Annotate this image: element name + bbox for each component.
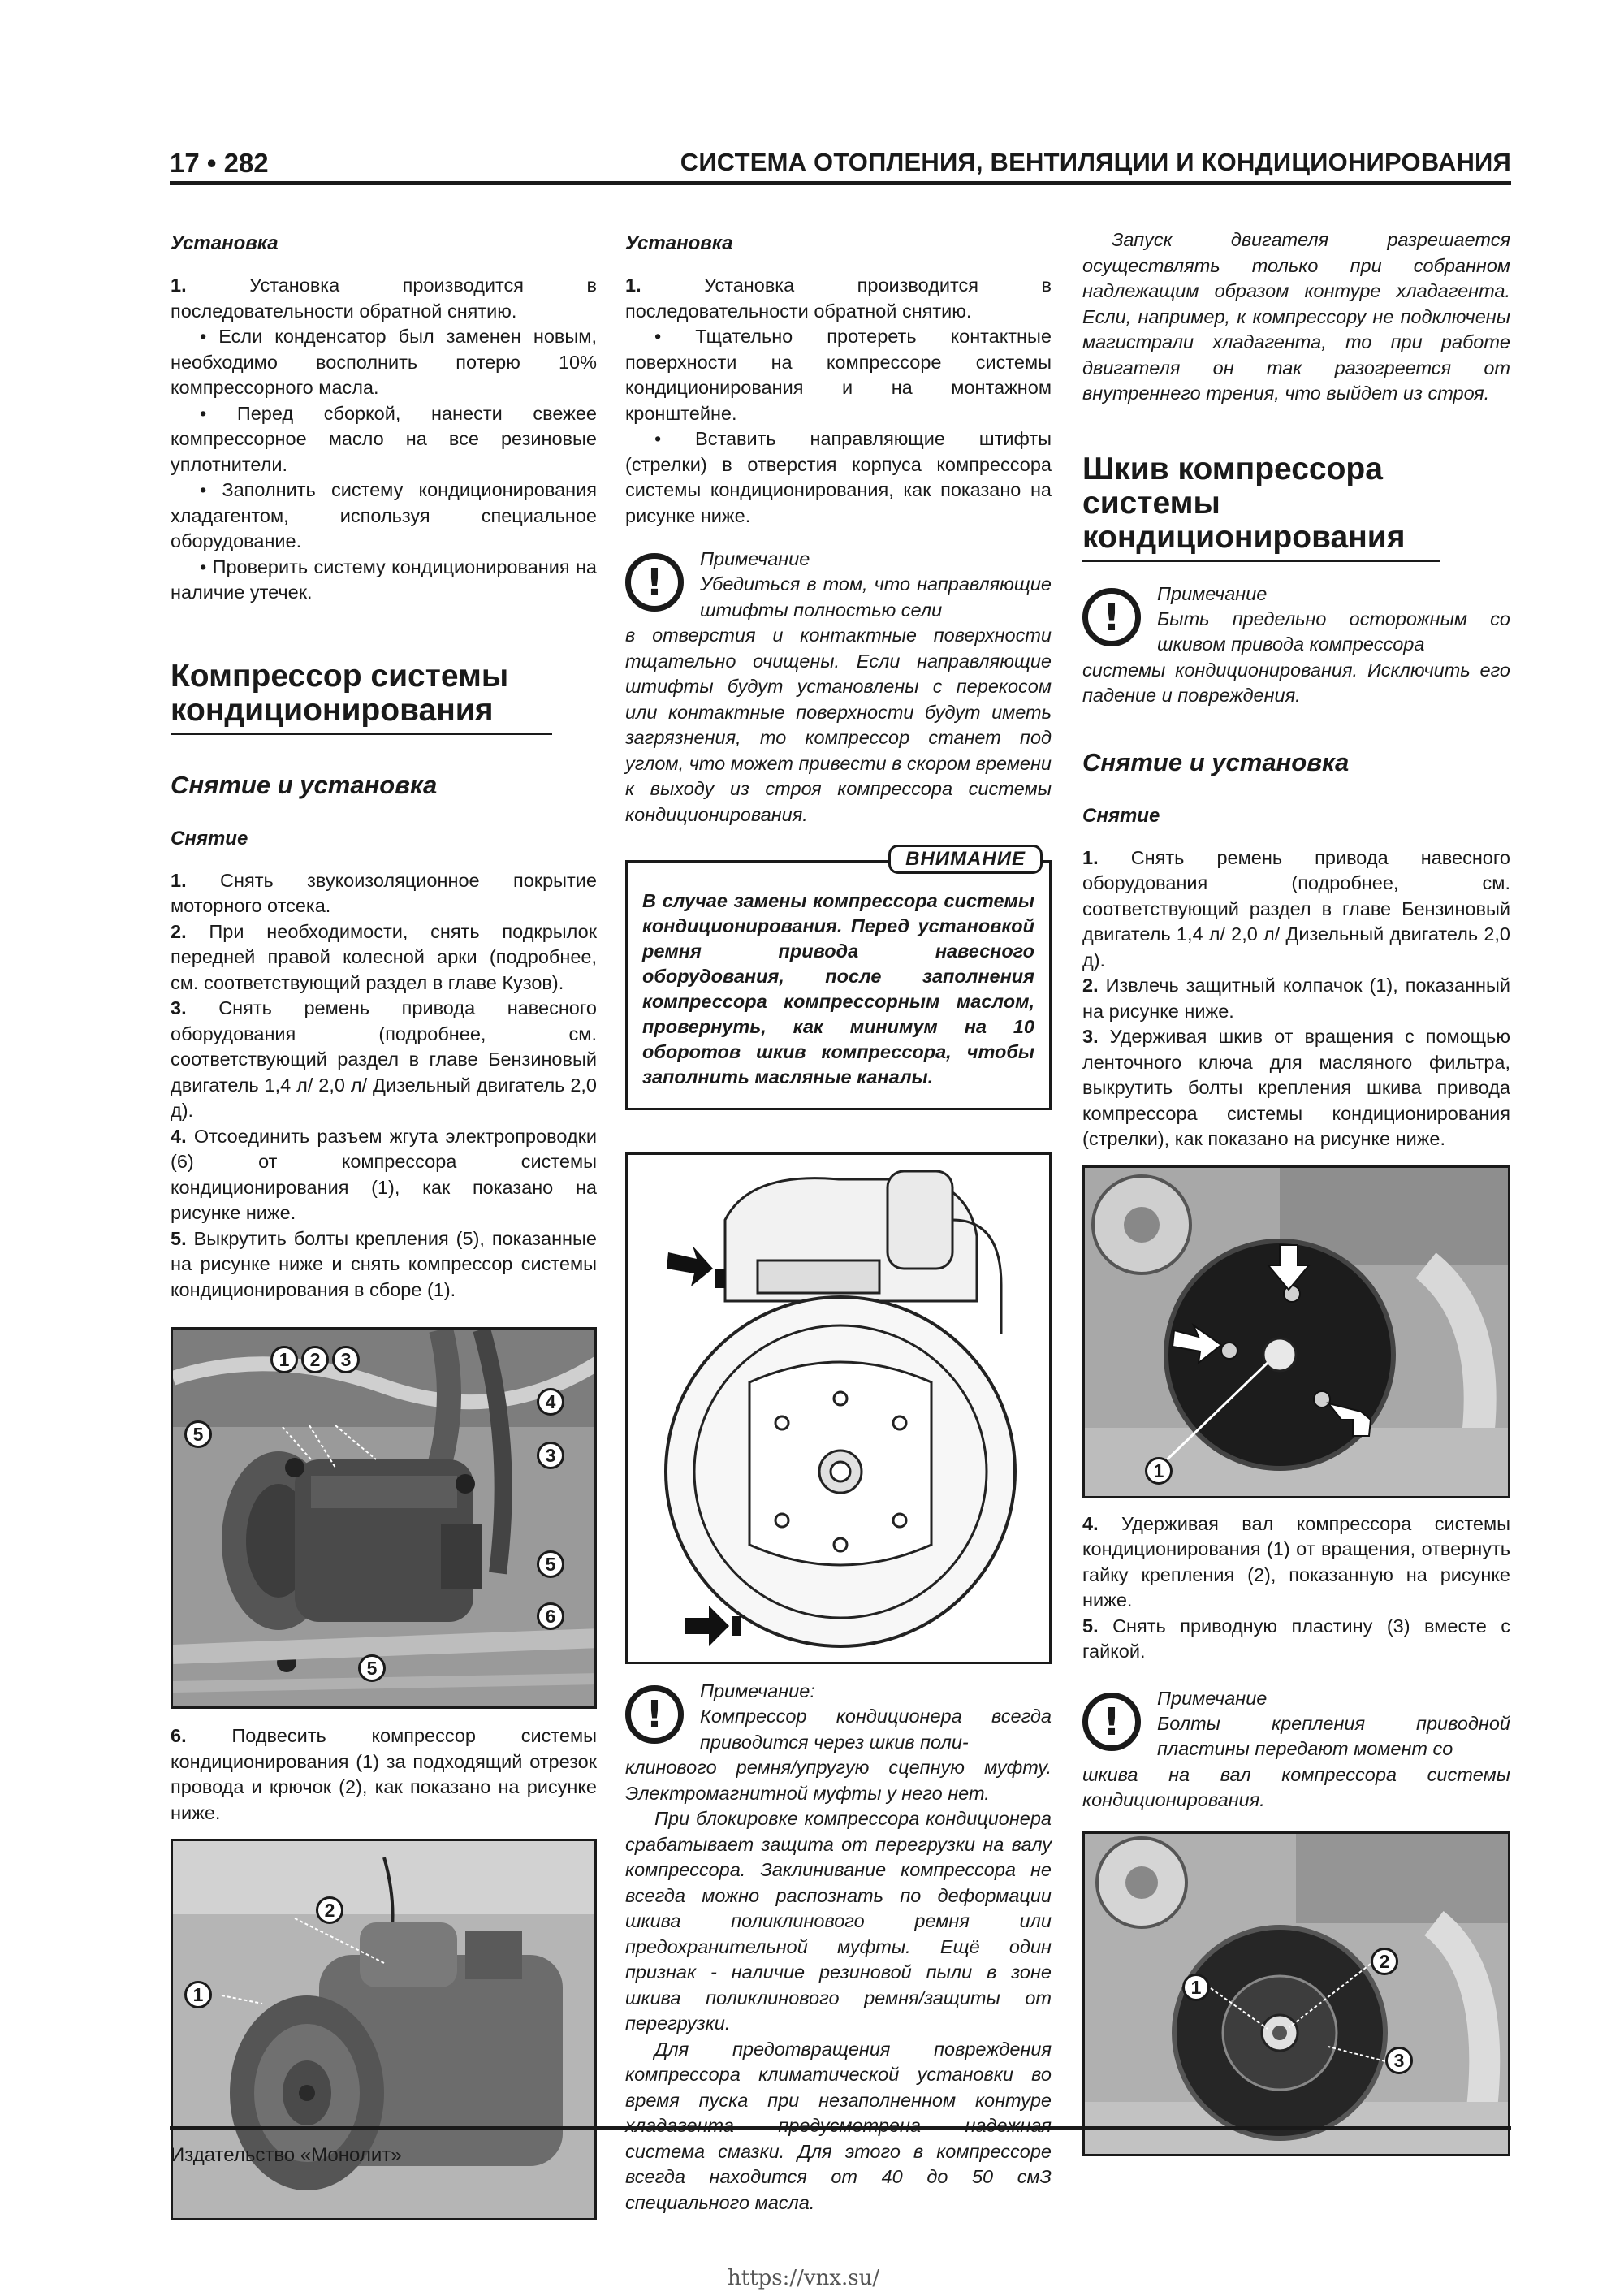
note-text-lubrication: Для предотвращения повреждения компрессора климатической установки во время пуска при незаполненном контуре хладагента предусмотрена надежная система смазки. Для этого в компрессоре всегда находится от 40 до 50 смЗ специального масла. [625,2038,1052,2213]
publisher: Издательство «Монолит» [171,2144,402,2166]
pulley-step-4: 4. Удерживая вал компрессора системы кондиционирования (1) от вращения, отвернуть гайку крепления (2), показанную на рисунке ниже. [1082,1512,1510,1611]
subheading-removal-install-2: Снятие и установка [1082,747,1350,776]
install-bullet-wipe: • Тщательно протереть контактные поверхности на компрессоре системы кондиционирования и на монтажном кронштейне. [625,326,1052,424]
install-bullet-1: • Если конденсатор был заменен новым, необходимо восполнить потерю 10% компрессорного масла. [171,326,597,398]
callout-1-cap: 1 [1145,1457,1173,1485]
figure-drive-plate [1082,1831,1510,2156]
column-1 [171,227,597,2220]
note-text-rest-3: системы кондиционирования. Исключить его падение и повреждения. [1082,659,1510,706]
warning-box [625,848,1052,1110]
note-text-first: Убедиться в том, что направляющие штифты полностью сели [700,573,1052,620]
note-title: Примечание [700,548,810,569]
install-step-1-compressor: 1. Установка производится в последовательности обратной снятию. [625,275,1052,322]
figure-pulley-bolts [1082,1165,1510,1498]
install-bullet-4: • Проверить систему кондиционирования на наличие утечек. [171,556,597,603]
callout-4: 4 [537,1388,564,1416]
callout-5b: 5 [537,1550,564,1578]
callout-5a: 5 [184,1420,212,1448]
note-text-first-4: Болты крепления приводной пластины передают момент со [1157,1712,1510,1759]
section-heading-compressor: Компрессор системы кондиционирования [171,659,552,735]
removal-step-4: 4. Отсоединить разъем жгута электропроводки (6) от компрессора системы кондиционирования (1), как показано на рисунке ниже. [171,1125,597,1223]
footer-rule [170,2126,1511,2130]
note-pulley-care [1082,582,1510,709]
note-text-first-2: Компрессор кондиционера всегда приводится через шкив поли- [700,1706,1052,1753]
note-text-rest-2: клинового ремня/упругую сцепную муфту. Электромагнитной муфты у него нет. [625,1757,1052,1804]
note-title-3: Примечание [1157,582,1268,604]
callout-2-hook: 2 [316,1896,343,1924]
note-drive-plate [1082,1686,1510,1814]
column-2 [625,227,1052,2233]
section-heading-pulley: Шкив компрессора системы кондиционирования [1082,452,1440,562]
note-title-2: Примечание: [700,1680,815,1701]
page-header [170,145,1511,185]
engine-start-note: Запуск двигателя разрешается осуществлять только при собранном надлежащим образом контуре хладагента. Если, например, к компрессору не подключены магистрали хладагента, то при работе двигателя он так разогреется от внутреннего трения, что выйдет из строя. [1082,229,1510,404]
warning-text: В случае замены компрессора системы кондиционирования. Перед установкой ремня привода навесного оборудования, после заполнения компрессора компрессорным маслом, провернуть, как минимум на 10 оборотов шкив компрессора, чтобы заполнить масляные каналы. [642,890,1034,1087]
callout-3: 3 [332,1346,360,1373]
figure-pulley-bolts-drawing [1085,1168,1510,1498]
callout-1: 1 [270,1346,298,1373]
figure-guide-pins [625,1152,1052,1664]
page-number: 17 • 282 [170,148,269,178]
install-heading-2: Установка [625,232,733,254]
callout-6: 6 [537,1602,564,1630]
callout-5c: 5 [358,1654,386,1682]
figure-compressor-mounting-drawing [173,1330,597,1709]
pulley-step-5: 5. Снять приводную пластину (3) вместе с гайкой. [1082,1615,1510,1662]
figure-drive-plate-drawing [1085,1834,1510,2156]
removal-step-6: 6. Подвесить компрессор системы кондиционирования (1) за подходящий отрезок провода и крючок (2), как показано на рисунке ниже. [171,1725,597,1823]
removal-step-5: 5. Выкрутить болты крепления (5), показанные на рисунке ниже и снять компрессор системы кондиционирования в сборе (1). [171,1227,597,1300]
removal-step-2: 2. При необходимости, снять подкрылок передней правой колесной арки (подробнее, см. соответствующий раздел в главе Кузов). [171,920,597,993]
removal-heading: Снятие [171,827,248,850]
pulley-step-1: 1. Снять ремень привода навесного оборудования (подробнее, см. соответствующий раздел в главе Бензиновый двигатель 1,4 л/ 2,0 л/ Дизельный двигатель 2,0 д). [1082,846,1510,971]
subheading-removal-install: Снятие и установка [171,770,438,799]
callout-3-plate: 3 [1385,2047,1413,2074]
exclamation-circle-icon: ! [1082,1693,1141,1751]
removal-step-1: 1. Снять звукоизоляционное покрытие моторного отсека. [171,869,597,916]
exclamation-circle-icon: ! [625,1685,684,1744]
note-text-overload: При блокировке компрессора кондиционера срабатывает защита от перегрузки на валу компрессора. Заклинивание компрессора не всегда можно распознать по деформации шкива поликлинового ремня или предохранительной муфты. Ещё один признак - наличие резиновой пыли в зоне шкива поликлинового ремня/защиты от перегрузки. [625,1808,1052,2034]
install-step-1: 1. Установка производится в последовательности обратной снятию. [171,275,597,322]
install-bullet-3: • Заполнить систему кондиционирования хладагентом, используя специальное оборудование. [171,479,597,551]
callout-2: 2 [301,1346,329,1373]
figure-guide-pins-drawing [628,1155,1052,1664]
pulley-step-3: 3. Удерживая шкив от вращения с помощью ленточного ключа для масляного фильтра, выкрутить болты крепления шкива привода компрессора системы кондиционирования (стрелки), как показано на рисунке ниже. [1082,1026,1510,1149]
removal-step-3: 3. Снять ремень привода навесного оборудования (подробнее, см. соответствующий раздел в главе Бензиновый двигатель 1,4 л/ 2,0 л/ Дизельный двигатель 2,0 д). [171,997,597,1121]
note-guide-pins [625,547,1052,828]
note-title-4: Примечание [1157,1687,1268,1709]
warning-label: ВНИМАНИЕ [888,845,1043,874]
callout-1-compressor: 1 [184,1981,212,2008]
callout-3b: 3 [537,1442,564,1469]
install-bullet-2: • Перед сборкой, нанести свежее компрессорное масло на все резиновые уплотнители. [171,402,597,475]
source-url[interactable]: https://vnx.su/ [728,2266,880,2290]
pulley-step-2: 2. Извлечь защитный колпачок (1), показанный на рисунке ниже. [1082,975,1510,1022]
running-title: СИСТЕМА ОТОПЛЕНИЯ, ВЕНТИЛЯЦИИ И КОНДИЦИОНИРОВАНИЯ [680,148,1511,176]
note-text-first-3: Быть предельно осторожным со шкивом привода компрессора [1157,608,1510,655]
note-text-rest-4: шкива на вал компрессора системы кондиционирования. [1082,1763,1510,1810]
exclamation-circle-icon: ! [625,553,684,612]
removal-heading-2: Снятие [1082,804,1160,827]
figure-compressor-mounting [171,1327,597,1709]
install-bullet-pins: • Вставить направляющие штифты (стрелки) в отверстия корпуса компрессора системы кондиционирования, как показано на рисунке ниже. [625,428,1052,526]
note-text-rest: в отверстия и контактные поверхности тщательно очищены. Если направляющие штифты будут установлены с перекосом или контактные поверхности будут иметь загрязнения, то компрессор станет под углом, что может привести в скором времени к выходу из строя компрессора системы кондиционирования. [625,625,1052,825]
note-compressor-drive [625,1679,1052,2216]
callout-1-shaft: 1 [1182,1974,1210,2001]
callout-2-nut: 2 [1371,1948,1398,1975]
column-3 [1082,227,1510,2156]
exclamation-circle-icon: ! [1082,588,1141,646]
install-heading: Установка [171,232,279,254]
